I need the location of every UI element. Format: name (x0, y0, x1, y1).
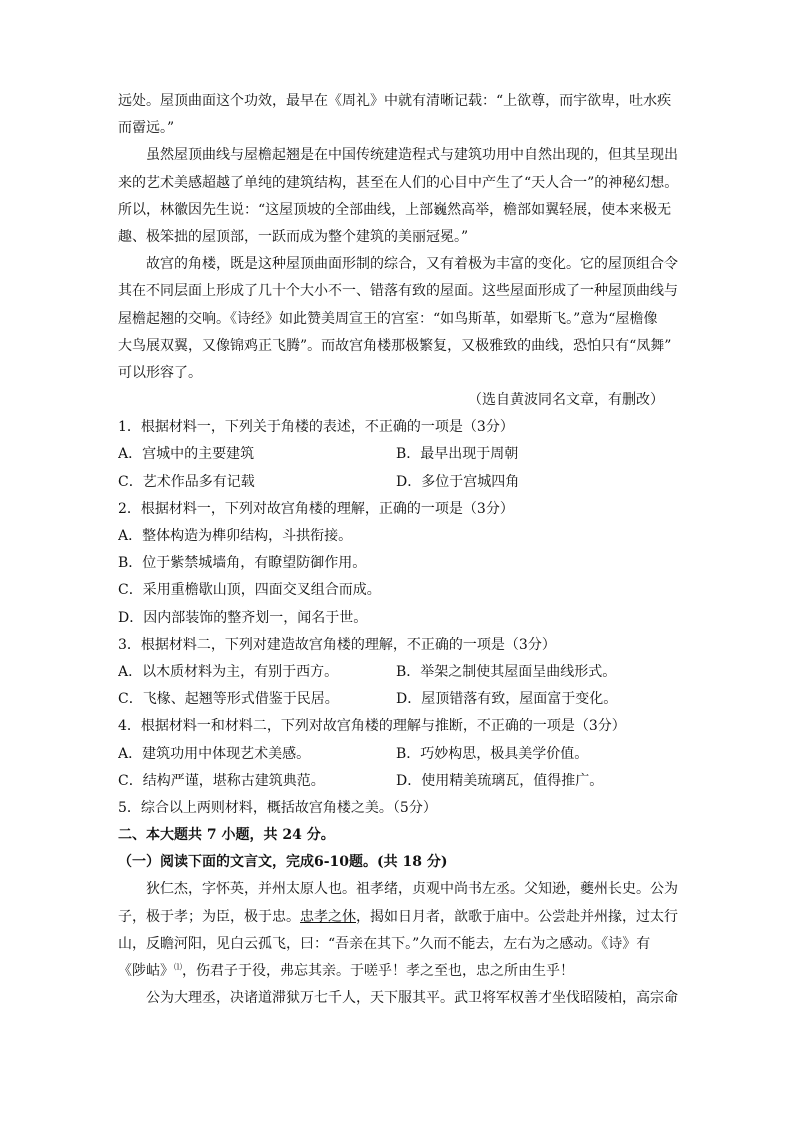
question-stem-5: 5．综合以上两则材料，概括故宫角楼之美。（5分） (118, 799, 437, 816)
option-row (118, 469, 678, 496)
passage2-line: 山，反瞻河阳，见白云孤飞，曰：“吾亲在其下。”久而不能去，左右为之感动。《诗》有 (118, 935, 651, 952)
option-a: A．建筑功用中体现艺术美感。 (118, 745, 311, 762)
section-heading: 二、本大题共 7 小题，共 24 分。 (118, 827, 335, 844)
option-row (118, 768, 678, 795)
option-d: D．多位于宫城四角 (396, 473, 520, 490)
passage2-line (118, 904, 678, 931)
question-stem-3: 3．根据材料二，下列对建造故宫角楼的理解，不正确的一项是（3分） (118, 636, 556, 653)
option-c: C．采用重檐歇山顶，四面交叉组合而成。 (118, 582, 381, 599)
passage-line: 来的艺术美感超越了单纯的建筑结构，甚至在人们的心目中产生了“天人合一”的神秘幻想。 (118, 174, 678, 191)
passage-line: 其在不同层面上形成了几十个大小不一、错落有致的屋面。这些屋面形成了一种屋顶曲线与 (118, 283, 678, 300)
text-span: ，揭如日月者，歆歌于庙中。公尝赴并州掾，过太行 (356, 908, 678, 925)
text-span: 《陟岵》 (118, 963, 174, 979)
question-stem-4: 4．根据材料一和材料二，下列对故宫角楼的理解与推断，不正确的一项是（3分） (118, 718, 626, 735)
option-row (118, 659, 678, 686)
footnote-marker: ⑴ (174, 962, 182, 972)
option-c: C．飞椽、起翘等形式借鉴于民居。 (118, 691, 339, 708)
passage-line: 大鸟展双翼，又像锦鸡正飞腾”。而故宫角楼那极繁复，又极雅致的曲线，恐怕只有“凤舞” (118, 337, 672, 354)
text-span: 子，极于孝；为臣，极于忠。 (118, 908, 300, 925)
passage-line: 故宫的角楼，既是这种屋顶曲面形制的综合，又有着极为丰富的变化。它的屋顶组合令 (146, 256, 678, 273)
question-stem-2: 2．根据材料一，下列对故宫角楼的理解，正确的一项是（3分） (118, 500, 514, 517)
passage2-line: 公为大理丞，决诸道滞狱万七千人，天下服其平。武卫将军权善才坐伐昭陵柏，高宗命 (146, 990, 678, 1007)
passage-line: 趣、极笨拙的屋顶部，一跃而成为整个建筑的美丽冠冕。” (118, 228, 469, 245)
passage-line: 虽然屋顶曲线与屋檐起翘是在中国传统建造程式与建筑功用中自然出现的，但其呈现出 (146, 147, 678, 164)
document-page (118, 88, 678, 1012)
text-span: ，伤君子于役，弗忘其亲。于嗟乎！孝之至也，忠之所由生乎！ (182, 963, 574, 979)
passage2-line: 狄仁杰，字怀英，并州太原人也。祖孝绪，贞观中尚书左丞。父知逊，夔州长史。公为 (146, 881, 678, 898)
question-stem-1: 1．根据材料一，下列关于角楼的表述，不正确的一项是（3分） (118, 419, 514, 436)
underlined-phrase: 忠孝之休 (300, 908, 356, 925)
passage-line: 可以形容了。 (118, 364, 202, 381)
passage-line: 远处。屋顶曲面这个功效，最早在《周礼》中就有清晰记载：“上欲尊，而宇欲卑，吐水疾 (118, 93, 672, 109)
source-note: （选自黄波同名文章，有删改） (468, 392, 664, 409)
option-b: B．举架之制使其屋面呈曲线形式。 (396, 663, 617, 680)
option-a: A．以木质材料为主，有别于西方。 (118, 663, 339, 680)
option-d: D．因内部装饰的整齐划一，闻名于世。 (118, 609, 368, 626)
option-b: B．最早出现于周朝 (396, 446, 519, 463)
option-d: D．使用精美琉璃瓦，值得推广。 (396, 772, 604, 789)
passage2-line (118, 958, 678, 985)
option-c: C．结构严谨，堪称古建筑典范。 (118, 772, 325, 789)
passage-line: 所以，林徽因先生说：“这屋顶坡的全部曲线，上部巍然高举，檐部如翼轻展，使本来极无 (118, 201, 672, 218)
option-row (118, 686, 678, 713)
option-b: B．位于紫禁城墙角，有瞭望防御作用。 (118, 555, 367, 572)
option-row (118, 441, 678, 468)
passage-line: 屋檐起翘的交响。《诗经》如此赞美周宣王的宫室：“如鸟斯革，如翚斯飞。”意为“屋檐像 (118, 310, 658, 327)
option-c: C．艺术作品多有记载 (118, 473, 255, 490)
option-row (118, 741, 678, 768)
section-subheading: （一）阅读下面的文言文，完成6-10题。(共 18 分) (118, 854, 448, 871)
option-a: A．整体构造为榫卯结构，斗拱衔接。 (118, 528, 353, 544)
option-b: B．巧妙构思，极具美学价值。 (396, 745, 589, 762)
passage-line: 而霤远。” (118, 120, 175, 137)
option-d: D．屋顶错落有致，屋面富于变化。 (396, 691, 618, 708)
option-a: A．宫城中的主要建筑 (118, 446, 255, 463)
